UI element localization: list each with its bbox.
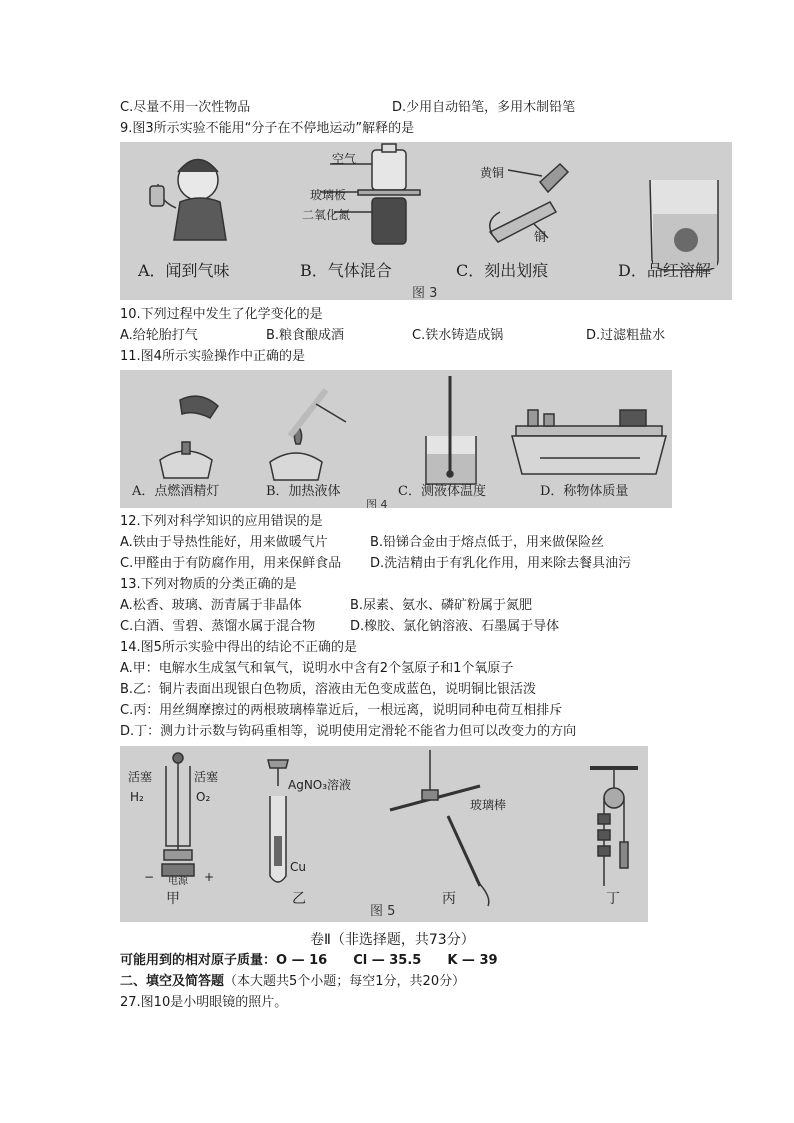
balance-illustration	[512, 410, 666, 474]
q13-option-d: D.橡胶、氯化钠溶液、石墨属于导体	[350, 619, 560, 634]
label-glass-rod: 玻璃棒	[470, 798, 507, 812]
beaker-illustration	[650, 180, 718, 270]
part-heading	[120, 973, 465, 991]
label-plus: +	[204, 870, 215, 884]
label-glass-plate: 玻璃板	[310, 188, 347, 202]
label-brass: 黄铜	[480, 166, 505, 180]
label-valve-right: 活塞	[194, 770, 219, 784]
q10-stem: 10.下列过程中发生了化学变化的是	[120, 307, 323, 322]
q13-option-b: B.尿素、氨水、磷矿粉属于氮肥	[350, 598, 533, 613]
q8-option-d: D.少用自动铅笔，多用木制铅笔	[392, 100, 576, 115]
fig4-caption-d: D．称物体质量	[540, 484, 629, 499]
label-agno3: AgNO₃溶液	[288, 778, 352, 792]
label-o2: O₂	[196, 790, 211, 804]
label-valve-left: 活塞	[128, 770, 153, 784]
q9-stem: 9.图3所示实验不能用“分子在不停地运动”解释的是	[120, 121, 415, 136]
q14-option-b: B.乙：铜片表面出现银白色物质，溶液由无色变成蓝色，说明铜比银活泼	[120, 682, 537, 697]
q14-stem: 14.图5所示实验中得出的结论不正确的是	[120, 640, 357, 655]
electrolysis-apparatus-illustration	[162, 753, 194, 876]
fig3-caption-b: B．气体混合	[300, 261, 392, 280]
fig3-caption-c: C．刻出划痕	[456, 261, 549, 280]
fig3-caption-d: D．品红溶解	[618, 261, 711, 280]
fig5-caption-bing: 丙	[442, 891, 456, 907]
q10-option-b: B.粮食酿成酒	[266, 328, 345, 343]
label-cu: Cu	[290, 860, 306, 874]
figure-5	[120, 746, 648, 922]
q10-option-d: D.过滤粗盐水	[586, 328, 666, 343]
fig3-caption-a: A．闻到气味	[138, 261, 230, 280]
label-h2: H₂	[130, 790, 144, 804]
fig5-label: 图 5	[370, 904, 396, 919]
thermometer-beaker-illustration	[426, 376, 476, 484]
fig5-caption-jia: 甲	[166, 891, 180, 907]
label-air: 空气	[332, 152, 357, 166]
q10-option-c: C.铁水铸造成锅	[412, 328, 504, 343]
part-note: （本大题共5个小题；每空1分，共20分）	[224, 974, 466, 989]
q14-option-c: C.丙：用丝绸摩擦过的两根玻璃棒靠近后，一根远离，说明同种电荷互相排斥	[120, 703, 563, 718]
q12-option-a: A.铁由于导热性能好，用来做暖气片	[120, 535, 328, 550]
q12-option-b: B.铅锑合金由于熔点低于，用来做保险丝	[370, 535, 605, 550]
label-copper: 铜	[534, 230, 547, 244]
q14-option-a: A.甲：电解水生成氢气和氧气，说明水中含有2个氢原子和1个氧原子	[120, 661, 514, 676]
section2-title: 卷Ⅱ（非选择题，共73分）	[310, 932, 475, 948]
fig5-caption-ding: 丁	[606, 891, 620, 907]
fig3-label: 图 3	[412, 286, 438, 300]
q12-stem: 12.下列对科学知识的应用错误的是	[120, 514, 323, 529]
q10-option-a: A.给轮胎打气	[120, 328, 198, 343]
label-power: 电源	[168, 876, 188, 887]
q14-option-d: D.丁：测力计示数与钩码重相等，说明使用定滑轮不能省力但可以改变力的方向	[120, 724, 577, 739]
q11-stem: 11.图4所示实验操作中正确的是	[120, 349, 305, 364]
part-title: 二、填空及简答题	[120, 974, 225, 989]
label-no2: 二氧化氮	[302, 208, 351, 222]
q13-stem: 13.下列对物质的分类正确的是	[120, 577, 297, 592]
test-tube-illustration	[268, 760, 288, 882]
fig4-caption-a: A．点燃酒精灯	[132, 484, 220, 499]
boy-smelling-illustration	[150, 160, 226, 241]
fig4-label: 图 4	[366, 498, 388, 508]
label-minus: −	[144, 870, 155, 884]
q8-option-c: C.尽量不用一次性物品	[120, 100, 251, 115]
atomic-mass-note: 可能用到的相对原子质量：O — 16 Cl — 35.5 K — 39	[120, 953, 498, 968]
alcohol-lamp-a-illustration	[160, 396, 218, 478]
q12-option-d: D.洗洁精由于有乳化作用，用来除去餐具油污	[370, 556, 632, 571]
figure-3	[120, 142, 732, 300]
q13-option-c: C.白酒、雪碧、蒸馏水属于混合物	[120, 619, 316, 634]
fig4-caption-b: B．加热液体	[266, 484, 341, 499]
heating-liquid-illustration	[270, 390, 346, 480]
pulley-illustration	[590, 768, 638, 886]
glass-rod-illustration	[390, 750, 489, 906]
q13-option-a: A.松香、玻璃、沥青属于非晶体	[120, 598, 302, 613]
figure-4	[120, 370, 672, 508]
fig4-caption-c: C．测液体温度	[398, 484, 486, 499]
q27-stem: 27.图10是小明眼镜的照片。	[120, 995, 288, 1010]
fig5-caption-yi: 乙	[292, 891, 306, 907]
q12-option-c: C.甲醛由于有防腐作用，用来保鲜食品	[120, 556, 342, 571]
